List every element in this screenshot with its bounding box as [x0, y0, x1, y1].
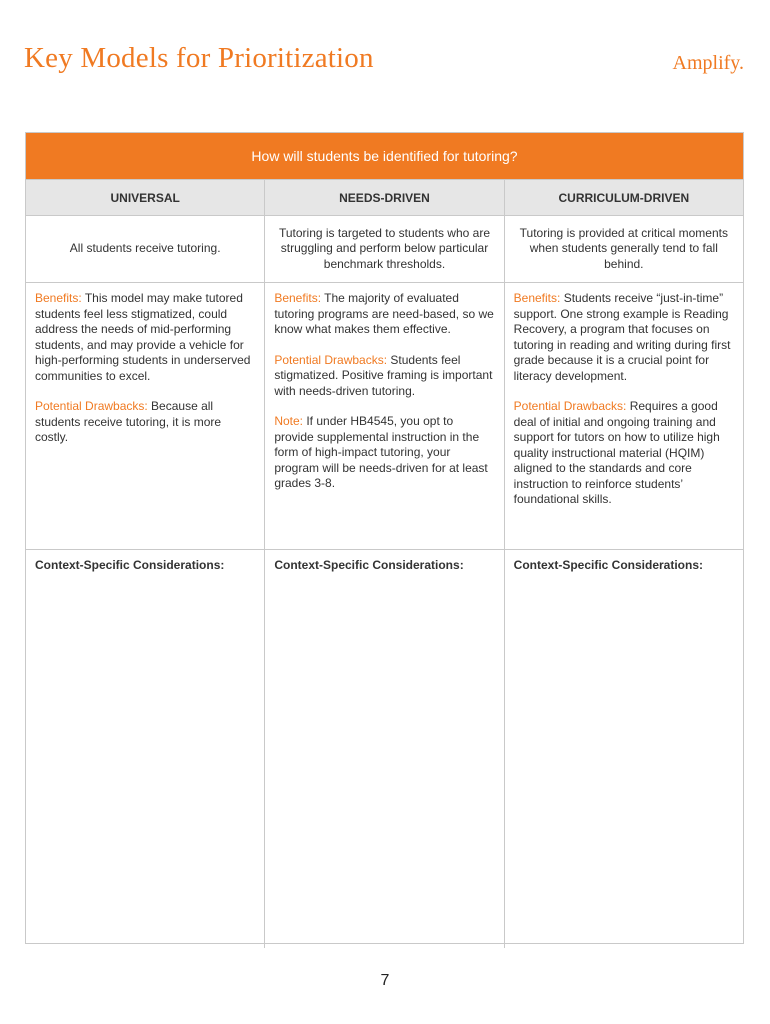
benefits-paragraph: [35, 291, 255, 384]
details-row: [26, 282, 743, 549]
drawbacks-label: Potential Drawbacks:: [513, 399, 627, 413]
page-number: 7: [380, 972, 390, 989]
benefits-paragraph: [274, 291, 494, 338]
description-row: [26, 215, 743, 282]
context-universal: Context-Specific Considerations:: [35, 558, 225, 572]
context-curriculum-driven: Context-Specific Considerations:: [504, 550, 743, 948]
models-table: [25, 132, 744, 944]
brand-logo: Amplify.: [672, 52, 744, 74]
benefits-label: Benefits:: [513, 291, 561, 305]
benefits-paragraph: [514, 291, 734, 384]
details-universal: [26, 283, 264, 549]
context-row: [26, 549, 743, 948]
benefits-label: Benefits:: [274, 291, 322, 305]
benefits-text: The majority of evaluated tutoring programs are need-based, so we know what makes them effective.: [274, 291, 494, 336]
description-needs-driven: Tutoring is targeted to students who are struggling and perform below particular benchmark thresholds.: [264, 216, 503, 282]
drawbacks-text: Students feel stigmatized. Positive framing is important with needs-driven tutoring.: [274, 352, 493, 398]
context-needs-driven: Context-Specific Considerations:: [264, 550, 503, 948]
drawbacks-paragraph: [514, 399, 734, 508]
note-label: Note:: [274, 414, 304, 428]
benefits-text: This model may make tutored students feel less stigmatized, could address the needs of mid-performing students, and may provide a vehicle for high-performing students in underserved communities to excel.: [35, 291, 251, 383]
header-row: [26, 179, 743, 215]
drawbacks-paragraph: [35, 399, 255, 446]
benefits-text: Students receive “just-in-time” support. One strong example is Reading Recovery, a program that focuses on tutoring in reading and writing during first grade because it is a crucial point for literacy development.: [513, 291, 731, 383]
note-paragraph: [274, 414, 494, 492]
drawbacks-label: Potential Drawbacks:: [274, 352, 388, 367]
drawbacks-paragraph: [274, 353, 494, 400]
details-needs-driven: [264, 283, 503, 549]
column-header-needs-driven: NEEDS-DRIVEN: [264, 180, 503, 215]
drawbacks-text: Because all students receive tutoring, it is more costly.: [35, 399, 222, 444]
details-curriculum-driven: [504, 283, 743, 549]
benefits-label: Benefits:: [35, 291, 82, 305]
page-title: Key Models for Prioritization: [24, 42, 374, 74]
description-universal: All students receive tutoring.: [69, 241, 221, 256]
drawbacks-text: Requires a good deal of initial and ongoing training and support for tutors on how to utilize high quality instructional material (HQIM) aligned to the standards and core instruction to reinforce students’ foundational skills.: [513, 399, 720, 506]
table-question: How will students be identified for tutoring?: [26, 133, 743, 179]
column-header-universal: UNIVERSAL: [110, 190, 180, 205]
note-text: If under HB4545, you opt to provide supplemental instruction in the form of high-impact tutoring, your program will be needs-driven for at least grades 3-8.: [274, 414, 488, 490]
description-curriculum-driven: Tutoring is provided at critical moments when students generally tend to fall behind.: [504, 216, 743, 282]
drawbacks-label: Potential Drawbacks:: [35, 399, 148, 413]
column-header-curriculum-driven: CURRICULUM-DRIVEN: [504, 180, 743, 215]
